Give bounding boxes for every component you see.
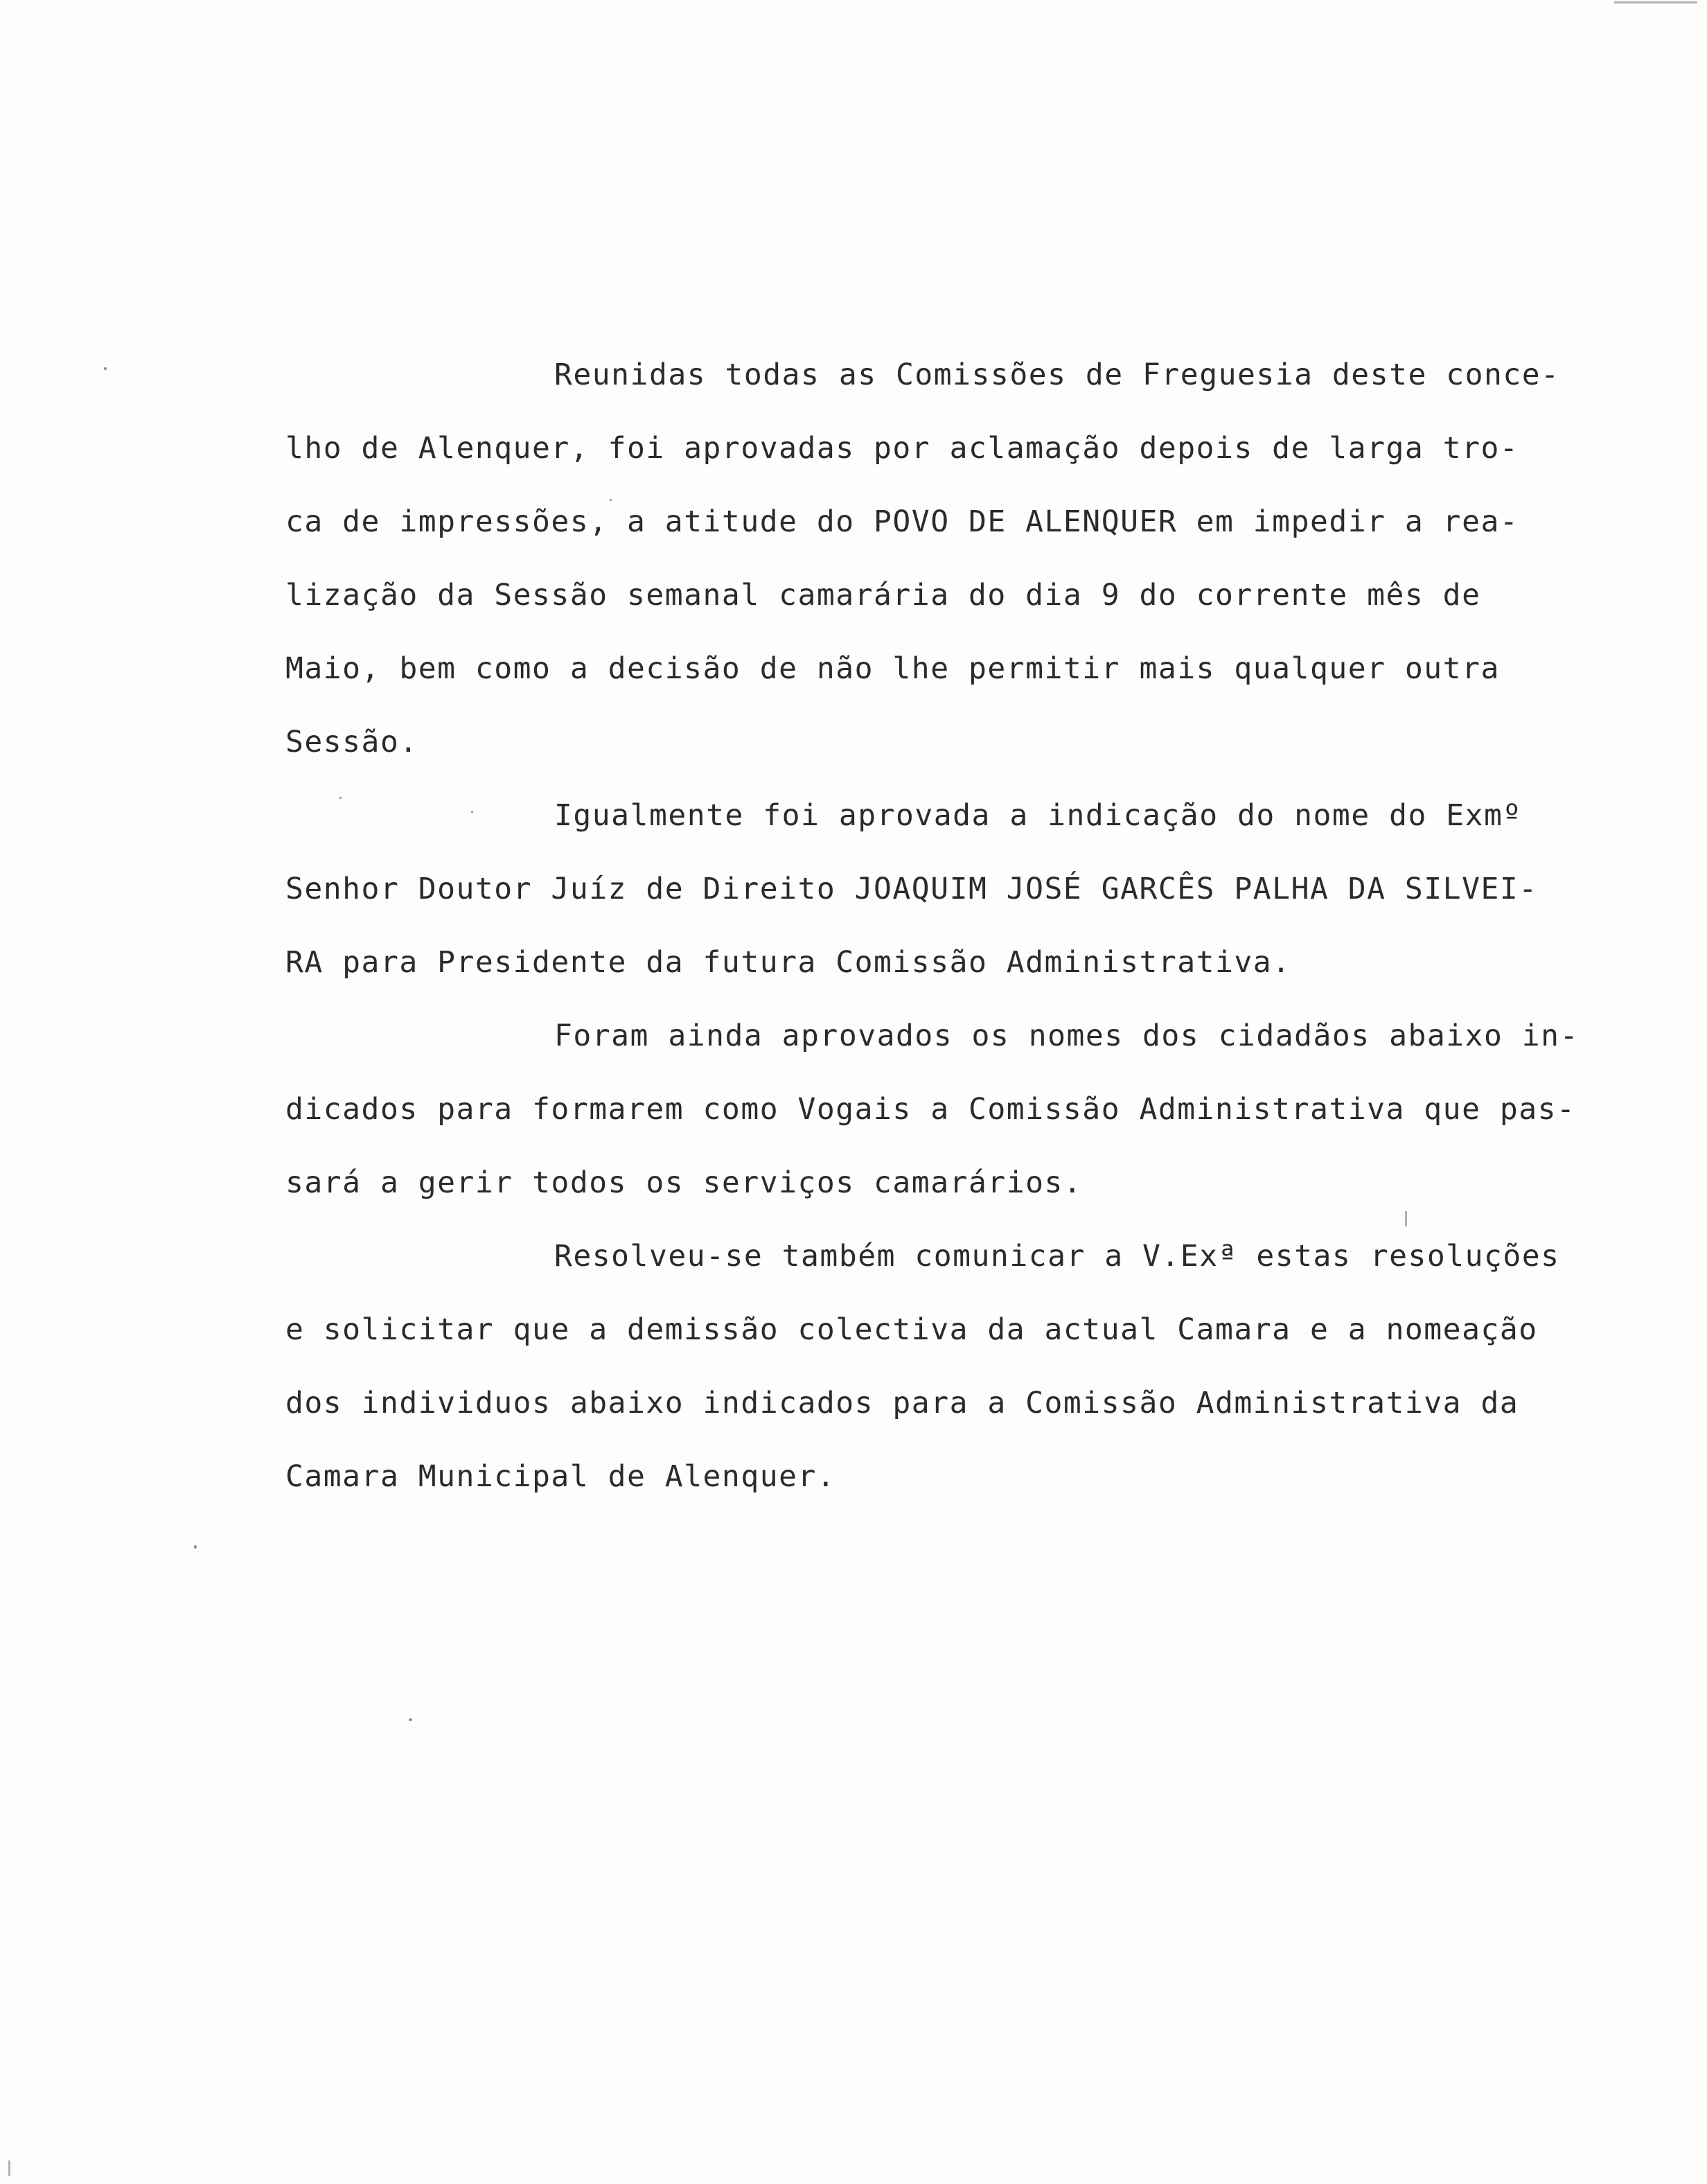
text-line: RA para Presidente da futura Comissão Administrativa. [285, 945, 1291, 980]
text-line: dicados para formarem como Vogais a Comissão Administrativa que pas- [285, 1092, 1576, 1127]
text-line: lização da Sessão semanal camarária do dia 9 do corrente mês de [285, 578, 1481, 613]
text-line: Camara Municipal de Alenquer. [285, 1459, 836, 1494]
text-line: ca de impressões, a atitude do POVO DE ALENQUER em impedir a rea- [285, 504, 1519, 539]
text-line: dos individuos abaixo indicados para a Comissão Administrativa da [285, 1386, 1519, 1420]
scan-speck [409, 1718, 412, 1721]
text-line: Maio, bem como a decisão de não lhe permitir mais qualquer outra [285, 651, 1500, 686]
scan-edge-mark [8, 2160, 10, 2176]
text-line: Senhor Doutor Juíz de Direito JOAQUIM JOSÉ GARCÊS PALHA DA SILVEI- [285, 872, 1538, 906]
letter-body [285, 338, 1643, 1513]
text-line: Resolveu-se também comunicar a V.Exª estas resoluções [554, 1239, 1560, 1274]
text-line: Reunidas todas as Comissões de Freguesia deste conce- [554, 358, 1560, 392]
scan-speck [104, 367, 107, 370]
text-line: e solicitar que a demissão colectiva da actual Camara e a nomeação [285, 1312, 1538, 1347]
scan-edge-mark [1614, 1, 1697, 3]
text-line: Igualmente foi aprovada a indicação do nome do Exmº [554, 798, 1522, 833]
scan-speck [194, 1545, 197, 1549]
text-line: lho de Alenquer, foi aprovadas por aclamação depois de larga tro- [285, 431, 1519, 466]
text-line: sará a gerir todos os serviços camarários. [285, 1165, 1083, 1200]
text-line: Foram ainda aprovados os nomes dos cidadãos abaixo in- [554, 1019, 1579, 1053]
text-line: Sessão. [285, 725, 418, 759]
